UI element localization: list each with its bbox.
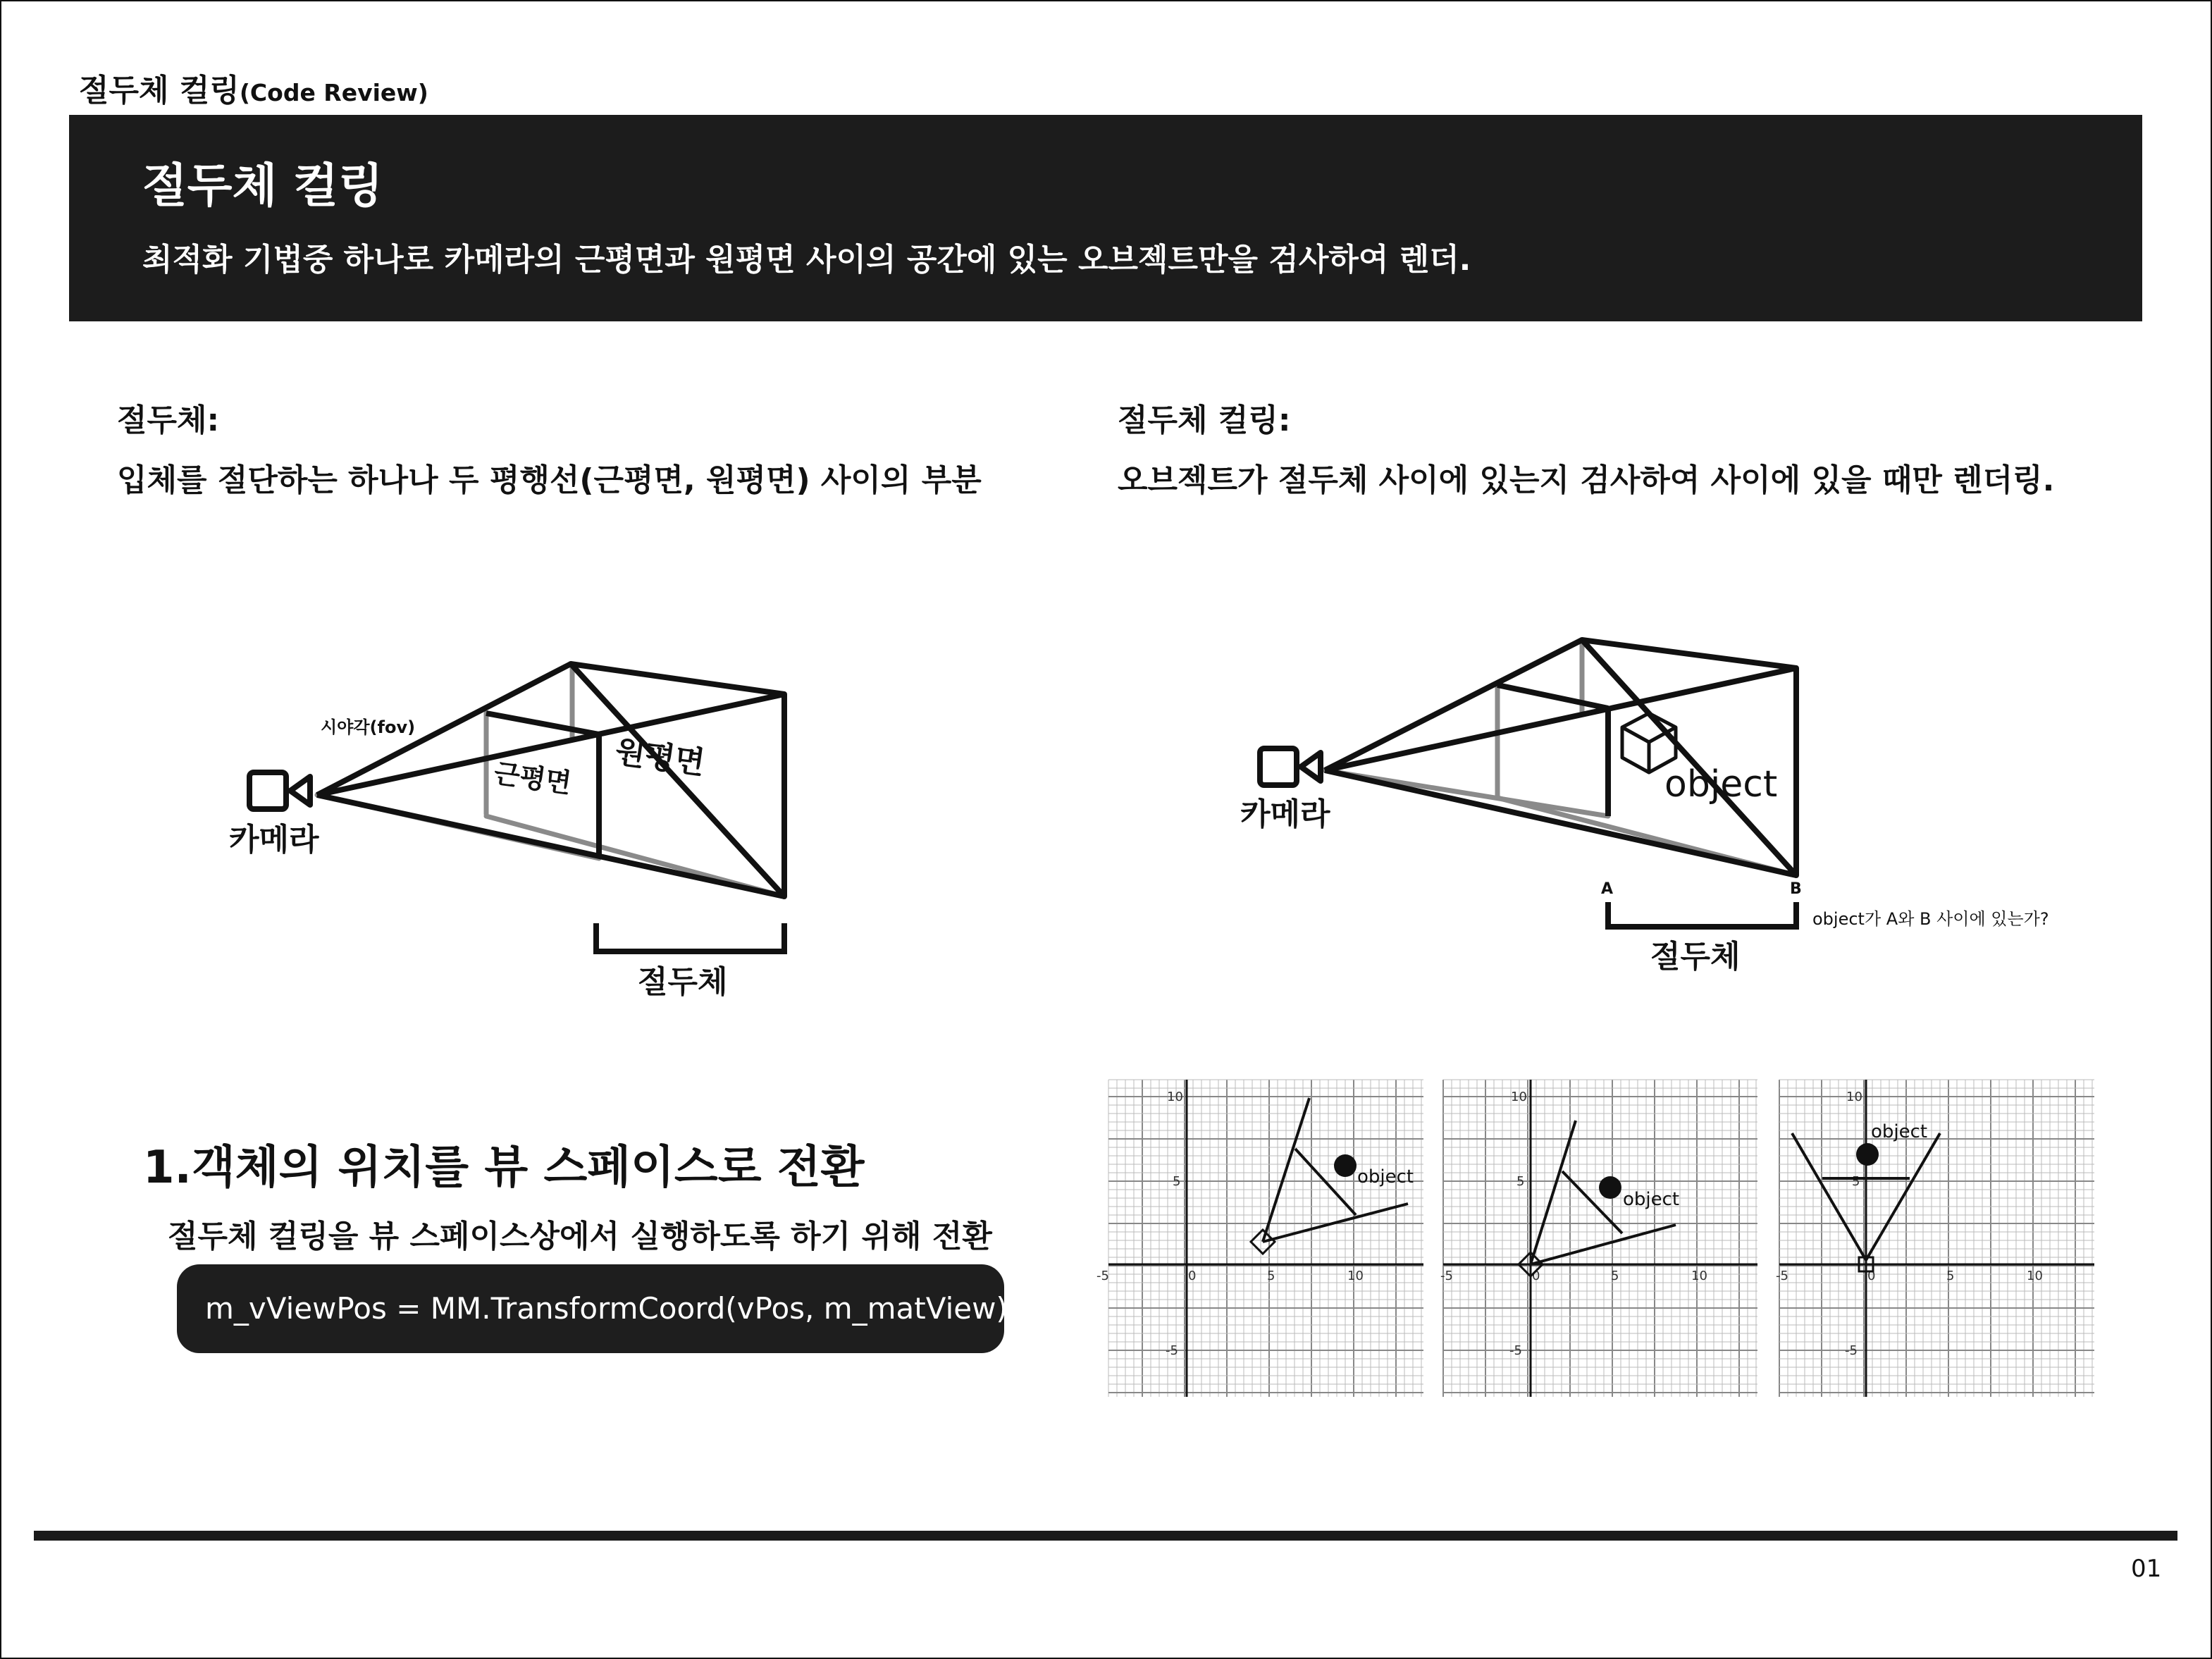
object-point bbox=[1334, 1154, 1357, 1177]
tick-label-x-5: 5 bbox=[1611, 1269, 1619, 1283]
tick-label-x-0: 0 bbox=[1867, 1269, 1876, 1283]
tick-label-x-neg5: -5 bbox=[1440, 1269, 1453, 1283]
page-number: 01 bbox=[2131, 1555, 2162, 1583]
tick-label-y-10: 10 bbox=[1511, 1090, 1527, 1104]
object-label: object bbox=[1664, 763, 1778, 806]
tick-label-x-neg5: -5 bbox=[1096, 1269, 1109, 1283]
culling-outline bbox=[1325, 640, 1796, 875]
tick-label-x-10: 10 bbox=[1347, 1269, 1364, 1283]
graph-panel-2 bbox=[1440, 1080, 1757, 1397]
frustum-bracket bbox=[596, 923, 784, 951]
banner-description: 최적화 기법중 하나로 카메라의 근평면과 원평면 사이의 공간에 있는 오브젝트만을 검사하여 렌더. bbox=[142, 242, 1471, 278]
tick-label-y-10: 10 bbox=[1846, 1090, 1862, 1104]
frustum-diagram bbox=[211, 634, 817, 1015]
graph-panel-1 bbox=[1096, 1080, 1423, 1397]
frustum-label: 절두체 bbox=[638, 964, 728, 1000]
camera-label: 카메라 bbox=[229, 822, 319, 858]
tick-label-x-neg5: -5 bbox=[1776, 1269, 1788, 1283]
tick-label-y-5: 5 bbox=[1516, 1174, 1525, 1189]
culling-question: object가 A와 B 사이에 있는가? bbox=[1812, 909, 2049, 929]
culling-heading: 절두체 컬링: bbox=[1118, 402, 1291, 438]
step-description: 절두체 컬링을 뷰 스페이스상에서 실행하도록 하기 위해 전환 bbox=[168, 1219, 992, 1254]
culling-camera-label: 카메라 bbox=[1240, 796, 1330, 832]
object-point bbox=[1599, 1176, 1621, 1199]
far-plane-label: 원평면 bbox=[612, 733, 708, 782]
graph-panel-3 bbox=[1776, 1080, 2094, 1397]
tick-label-y-neg5: -5 bbox=[1509, 1343, 1522, 1358]
tick-label-y-neg5: -5 bbox=[1845, 1343, 1858, 1358]
banner-title: 절두체 컬링 bbox=[142, 159, 383, 213]
culling-camera-icon bbox=[1260, 748, 1321, 785]
object-label: object bbox=[1871, 1121, 1928, 1142]
step-title: 1.객체의 위치를 뷰 스페이스로 전환 bbox=[143, 1142, 865, 1194]
header-subtitle: (Code Review) bbox=[239, 79, 428, 106]
tick-label-x-0: 0 bbox=[1532, 1269, 1540, 1283]
tick-label-y-5: 5 bbox=[1173, 1174, 1181, 1189]
tick-label-x-10: 10 bbox=[2027, 1269, 2043, 1283]
tick-label-x-5: 5 bbox=[1267, 1269, 1275, 1283]
camera-icon bbox=[249, 772, 310, 809]
ab-bracket bbox=[1608, 902, 1796, 927]
object-label: object bbox=[1357, 1166, 1414, 1188]
frustum-left-edge bbox=[1792, 1133, 1866, 1260]
fov-label: 시야각(fov) bbox=[321, 717, 416, 737]
point-a-label: A bbox=[1601, 880, 1614, 898]
page-header bbox=[79, 65, 428, 110]
frustum-heading: 절두체: bbox=[117, 402, 220, 438]
view-space-graphs bbox=[1096, 1071, 2114, 1402]
tick-label-y-5: 5 bbox=[1852, 1174, 1860, 1189]
culling-frustum-label: 절두체 bbox=[1650, 939, 1741, 975]
tick-label-x-10: 10 bbox=[1691, 1269, 1707, 1283]
tick-label-x-0: 0 bbox=[1188, 1269, 1197, 1283]
code-snippet: m_vViewPos = MM.TransformCoord(vPos, m_matView); bbox=[177, 1264, 1004, 1353]
footer-bar bbox=[34, 1531, 2177, 1541]
near-plane-label: 근평면 bbox=[492, 757, 574, 799]
header-title: 절두체 컬링 bbox=[79, 73, 240, 109]
object-label: object bbox=[1623, 1189, 1680, 1210]
culling-diagram bbox=[1226, 620, 2058, 987]
point-b-label: B bbox=[1790, 880, 1802, 898]
object-point bbox=[1856, 1143, 1879, 1166]
tick-label-y-10: 10 bbox=[1167, 1090, 1183, 1104]
title-banner bbox=[69, 115, 2142, 321]
frustum-definition: 입체를 절단하는 하나나 두 평행선(근평면, 원평면) 사이의 부분 bbox=[117, 462, 982, 498]
tick-label-x-5: 5 bbox=[1946, 1269, 1955, 1283]
culling-definition: 오브젝트가 절두체 사이에 있는지 검사하여 사이에 있을 때만 렌더링. bbox=[1118, 462, 2055, 498]
tick-label-y-neg5: -5 bbox=[1166, 1343, 1178, 1358]
